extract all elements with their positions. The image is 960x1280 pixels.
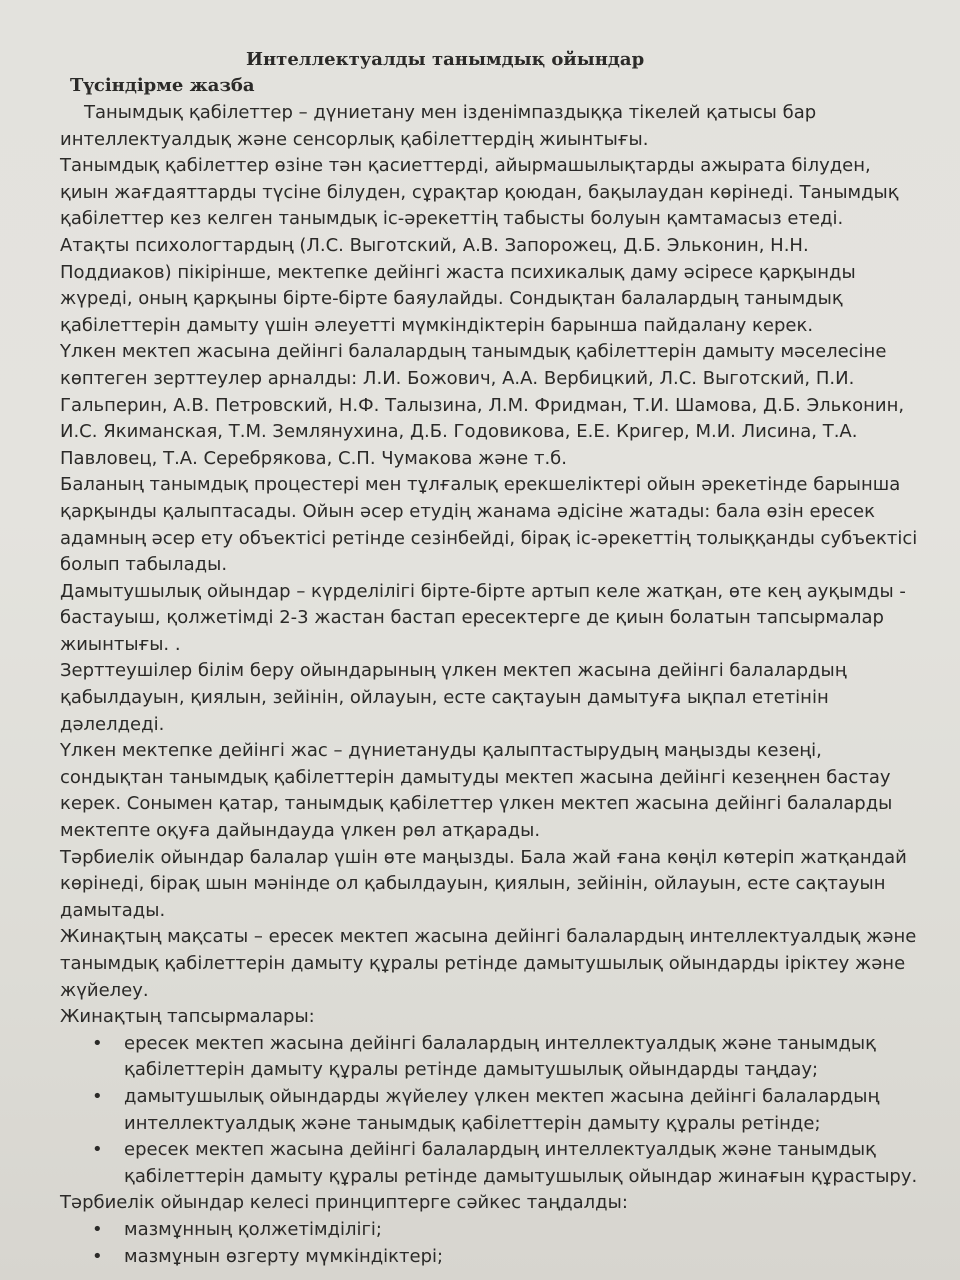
bullet-icon: •	[92, 1032, 103, 1054]
paragraph-2: Танымдық қабілеттер өзіне тән қасиеттерді, айырмашылықтарды ажырата білуден, қиын жағдаяттарды түсіне білуден, сұрақтар қоюдан, бақылаудан көрінеді. Танымдық қабілеттер кез келген танымдық іс-әрекеттің табысты болуын қамтамасыз етеді.	[60, 155, 899, 230]
tasks-heading: Жинақтың тапсырмалары:	[60, 1006, 315, 1028]
principle-text: мазмұнын өзгерту мүмкіндіктері;	[124, 1245, 444, 1267]
bullet-icon: •	[92, 1139, 103, 1161]
list-item	[92, 1217, 920, 1244]
list-item	[92, 1084, 920, 1137]
task-text: ересек мектеп жасына дейінгі балалардың интеллектуалдық және танымдық қабілеттерін дамыту құралы ретінде дамытушылық ойындар жинағын құрастыру.	[124, 1139, 918, 1187]
bullet-icon: •	[92, 1218, 103, 1240]
bullet-icon: •	[92, 1085, 103, 1107]
paragraph-8: Үлкен мектепке дейінгі жас – дүниетануды қалыптастырудың маңызды кезеңі, сондықтан танымдық қабілеттерін дамытуды мектеп жасына дейінгі кезеңнен бастау керек. Сонымен қатар, танымдық қабілеттер үлкен мектеп жасына дейінгі балаларды мектепте оқуға дайындауда үлкен рөл атқарады.	[60, 740, 893, 842]
task-text: дамытушылық ойындарды жүйелеу үлкен мектеп жасына дейінгі балалардың интеллектуалдық және танымдық қабілеттерін дамыту құралы ретінде;	[124, 1085, 880, 1134]
paragraph-7: Зерттеушілер білім беру ойындарының үлкен мектеп жасына дейінгі балалардың қабылдауын, қиялын, зейінін, ойлауын, есте сақтауын дамытуға ықпал ететінін дәлелдеді.	[60, 660, 847, 735]
principle-text: мазмұнның қолжетімділігі;	[124, 1218, 382, 1240]
task-text: ересек мектеп жасына дейінгі балалардың интеллектуалдық және танымдық қабілеттерін дамыту құралы ретінде дамытушылық ойындарды таңдау;	[124, 1032, 877, 1081]
paragraph-9: Тәрбиелік ойындар балалар үшін өте маңызды. Бала жай ғана көңіл көтеріп жатқандай көрінеді, бірақ шын мәнінде ол қабылдауын, қиялын, зейінін, ойлауын, есте сақтауын дамытады.	[60, 846, 907, 921]
bullet-icon: •	[92, 1245, 103, 1267]
document-subtitle: Түсіндірме жазба	[70, 75, 255, 96]
document-body	[60, 48, 920, 1270]
paragraph-10: Жинақтың мақсаты – ересек мектеп жасына дейінгі балалардың интеллектуалдық және танымдық қабілеттерін дамыту құралы ретінде дамытушылық ойындарды іріктеу және жүйелеу.	[60, 926, 917, 1001]
document-title: Интеллектуалды танымдық ойындар	[246, 49, 645, 70]
principles-heading: Тәрбиелік ойындар келесі принциптерге сәйкес таңдалды:	[60, 1192, 628, 1214]
paragraph-5: Баланың танымдық процестері мен тұлғалық ерекшеліктері ойын әрекетінде барынша қарқынды қалыптасады. Ойын әсер етудің жанама әдісіне жатады: бала өзін ересек адамның әсер ету объектісі ретінде сезінбейді, бірақ іс-әрекеттің толыққанды субъектісі болып табылады.	[60, 474, 918, 576]
paragraph-6: Дамытушылық ойындар – күрделілігі бірте-бірте артып келе жатқан, өте кең ауқымды - бастауыш, қолжетімді 2-3 жастан бастап ересектерге де қиын болатын тапсырмалар жиынтығы. .	[60, 580, 906, 655]
principles-list	[60, 1217, 920, 1270]
tasks-list	[60, 1031, 920, 1191]
paragraph-1: Танымдық қабілеттер – дүниетану мен ізденімпаздыққа тікелей қатысы бар интеллектуалдық және сенсорлық қабілеттердің жиынтығы.	[60, 102, 817, 150]
list-item	[92, 1137, 920, 1190]
list-item	[92, 1031, 920, 1084]
paragraph-3: Атақты психологтардың (Л.С. Выготский, А.В. Запорожец, Д.Б. Эльконин, Н.Н. Поддиаков) пікірінше, мектепке дейінгі жаста психикалық даму әсіресе қарқынды жүреді, оның қарқыны бірте-бірте баяулайды. Сондықтан балалардың танымдық қабілеттерін дамыту үшін әлеуетті мүмкіндіктерін барынша пайдалану керек.	[60, 234, 856, 336]
list-item	[92, 1244, 920, 1271]
paragraph-4: Үлкен мектеп жасына дейінгі балалардың танымдық қабілеттерін дамыту мәселесіне көптеген зерттеулер арналды: Л.И. Божович, А.А. Вербицкий, Л.С. Выготский, П.И. Гальперин, А.В. Петровский, Н.Ф. Талызина, Л.М. Фридман, Т.И. Шамова, Д.Б. Эльконин, И.С. Якиманская, Т.М. Землянухина, Д.Б. Годовикова, Е.Е. Кригер, М.И. Лисина, Т.А. Павловец, Т.А. Серебрякова, С.П. Чумакова және т.б.	[60, 341, 905, 469]
